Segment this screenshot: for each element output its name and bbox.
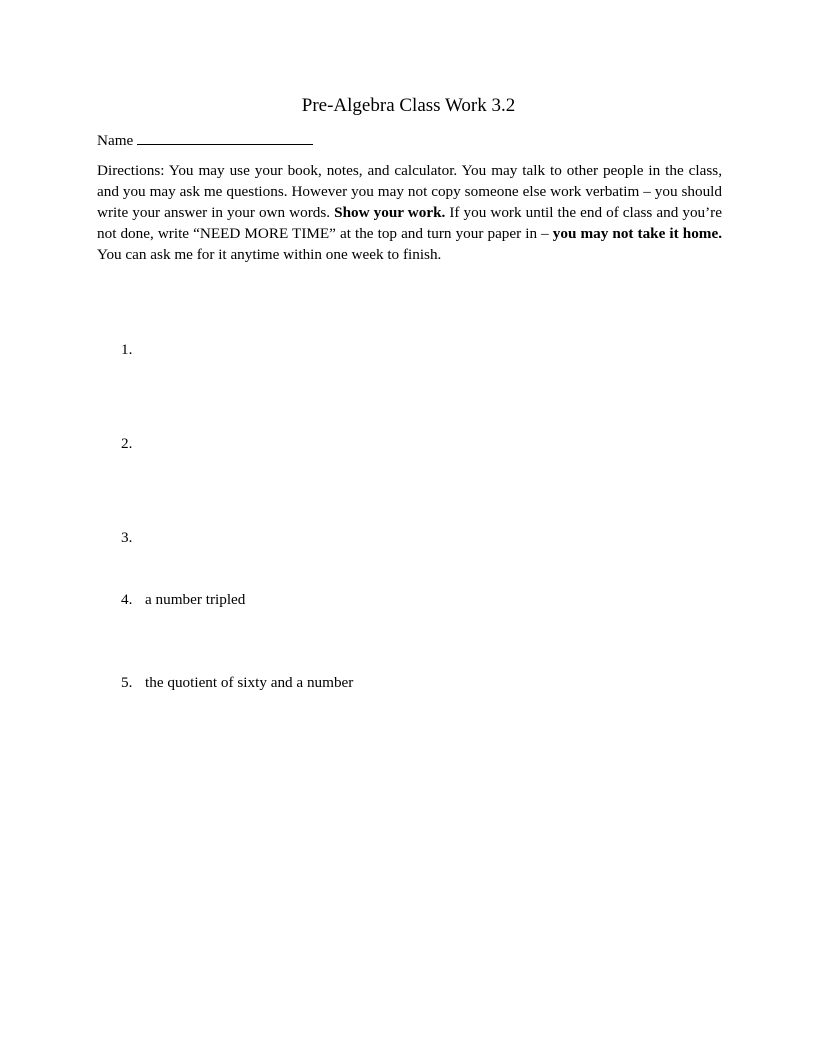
question-item: [121, 434, 145, 454]
question-number: 1.: [121, 341, 133, 358]
page-title: Pre-Algebra Class Work 3.2: [301, 95, 516, 116]
question-item: [121, 528, 145, 548]
name-label: Name: [97, 132, 134, 149]
question-text: the quotient of sixty and a number: [145, 674, 354, 691]
name-field: [97, 130, 313, 151]
question-number: 4.: [121, 591, 133, 608]
directions-text-3: You can ask me for it anytime within one week to finish.: [97, 246, 442, 263]
name-blank-line: [137, 130, 313, 145]
directions-bold-take-home: you may not take it home.: [552, 225, 722, 242]
directions-text-2: If you work until the end of class and you’re not done, write “NEED MORE TIME” at the top and turn your paper in –: [97, 204, 722, 242]
directions-paragraph: [97, 160, 722, 265]
question-item: [121, 340, 145, 360]
directions-text-1: Directions: You may use your book, notes, and calculator. You may talk to other people in the class, and you may ask me questions. However you may not copy someone else work verbatim – you should write your answer in your own words.: [97, 162, 722, 221]
question-item: [121, 590, 245, 610]
question-item: [121, 673, 353, 693]
question-number: 2.: [121, 435, 133, 452]
question-number: 5.: [121, 674, 133, 691]
question-text: a number tripled: [145, 591, 246, 608]
question-number: 3.: [121, 529, 133, 546]
directions-bold-show-work: Show your work.: [334, 204, 446, 221]
